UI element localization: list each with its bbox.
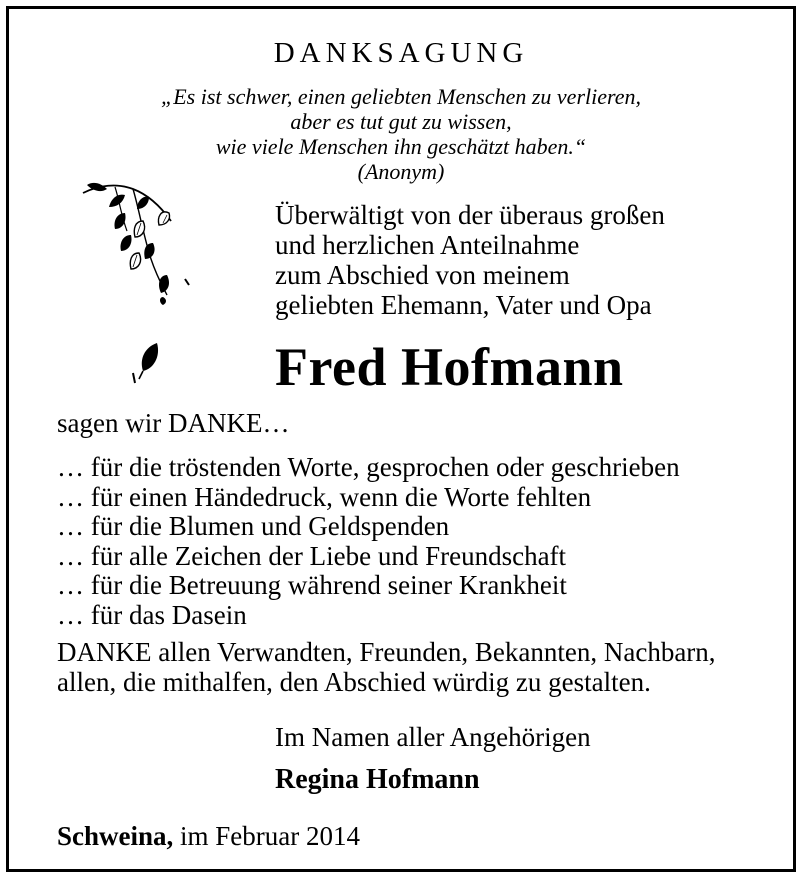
birch-branch-icon: [79, 179, 199, 309]
memorial-quote: [9, 84, 793, 184]
thanks-list: [57, 453, 680, 631]
intro-text: [275, 200, 665, 320]
quote-line: „Es ist schwer, einen geliebten Menschen zu verlieren,: [160, 84, 641, 109]
list-item: … für die Betreuung während seiner Krankheit: [57, 570, 567, 601]
quote-line: wie viele Menschen ihn geschätzt haben.“: [215, 134, 587, 159]
signature-line: Im Namen aller Angehörigen: [275, 722, 591, 752]
thanks-intro: sagen wir DANKE…: [57, 408, 290, 438]
place: Schweina,: [57, 821, 174, 851]
closing-line: allen, die mithalfen, den Abschied würdig zu gestalten.: [57, 667, 651, 697]
intro-line: und herzlichen Anteilnahme: [275, 230, 580, 260]
list-item: … für das Dasein: [57, 599, 247, 630]
quote-line: aber es tut gut zu wissen,: [290, 109, 512, 134]
intro-line: zum Abschied von meinem: [275, 260, 570, 290]
notice-heading: DANKSAGUNG: [273, 37, 529, 69]
date: im Februar 2014: [180, 821, 361, 851]
deceased-name: Fred Hofmann: [275, 337, 624, 397]
list-item: … für die Blumen und Geldspenden: [57, 511, 450, 542]
signature-name: Regina Hofmann: [275, 764, 480, 795]
closing-text: [57, 637, 716, 697]
falling-leaf-icon: [127, 339, 171, 387]
list-item: … für die tröstenden Worte, gesprochen oder geschrieben: [57, 452, 680, 482]
list-item: … für einen Händedruck, wenn die Worte fehlten: [57, 481, 592, 512]
quote-author: (Anonym): [357, 159, 445, 184]
obituary-notice: [6, 6, 796, 872]
place-date: [57, 821, 360, 852]
intro-line: geliebten Ehemann, Vater und Opa: [275, 290, 652, 320]
intro-line: Überwältigt von der überaus großen: [275, 200, 665, 230]
list-item: … für alle Zeichen der Liebe und Freundschaft: [57, 540, 567, 571]
closing-line: DANKE allen Verwandten, Freunden, Bekannten, Nachbarn,: [57, 637, 716, 667]
